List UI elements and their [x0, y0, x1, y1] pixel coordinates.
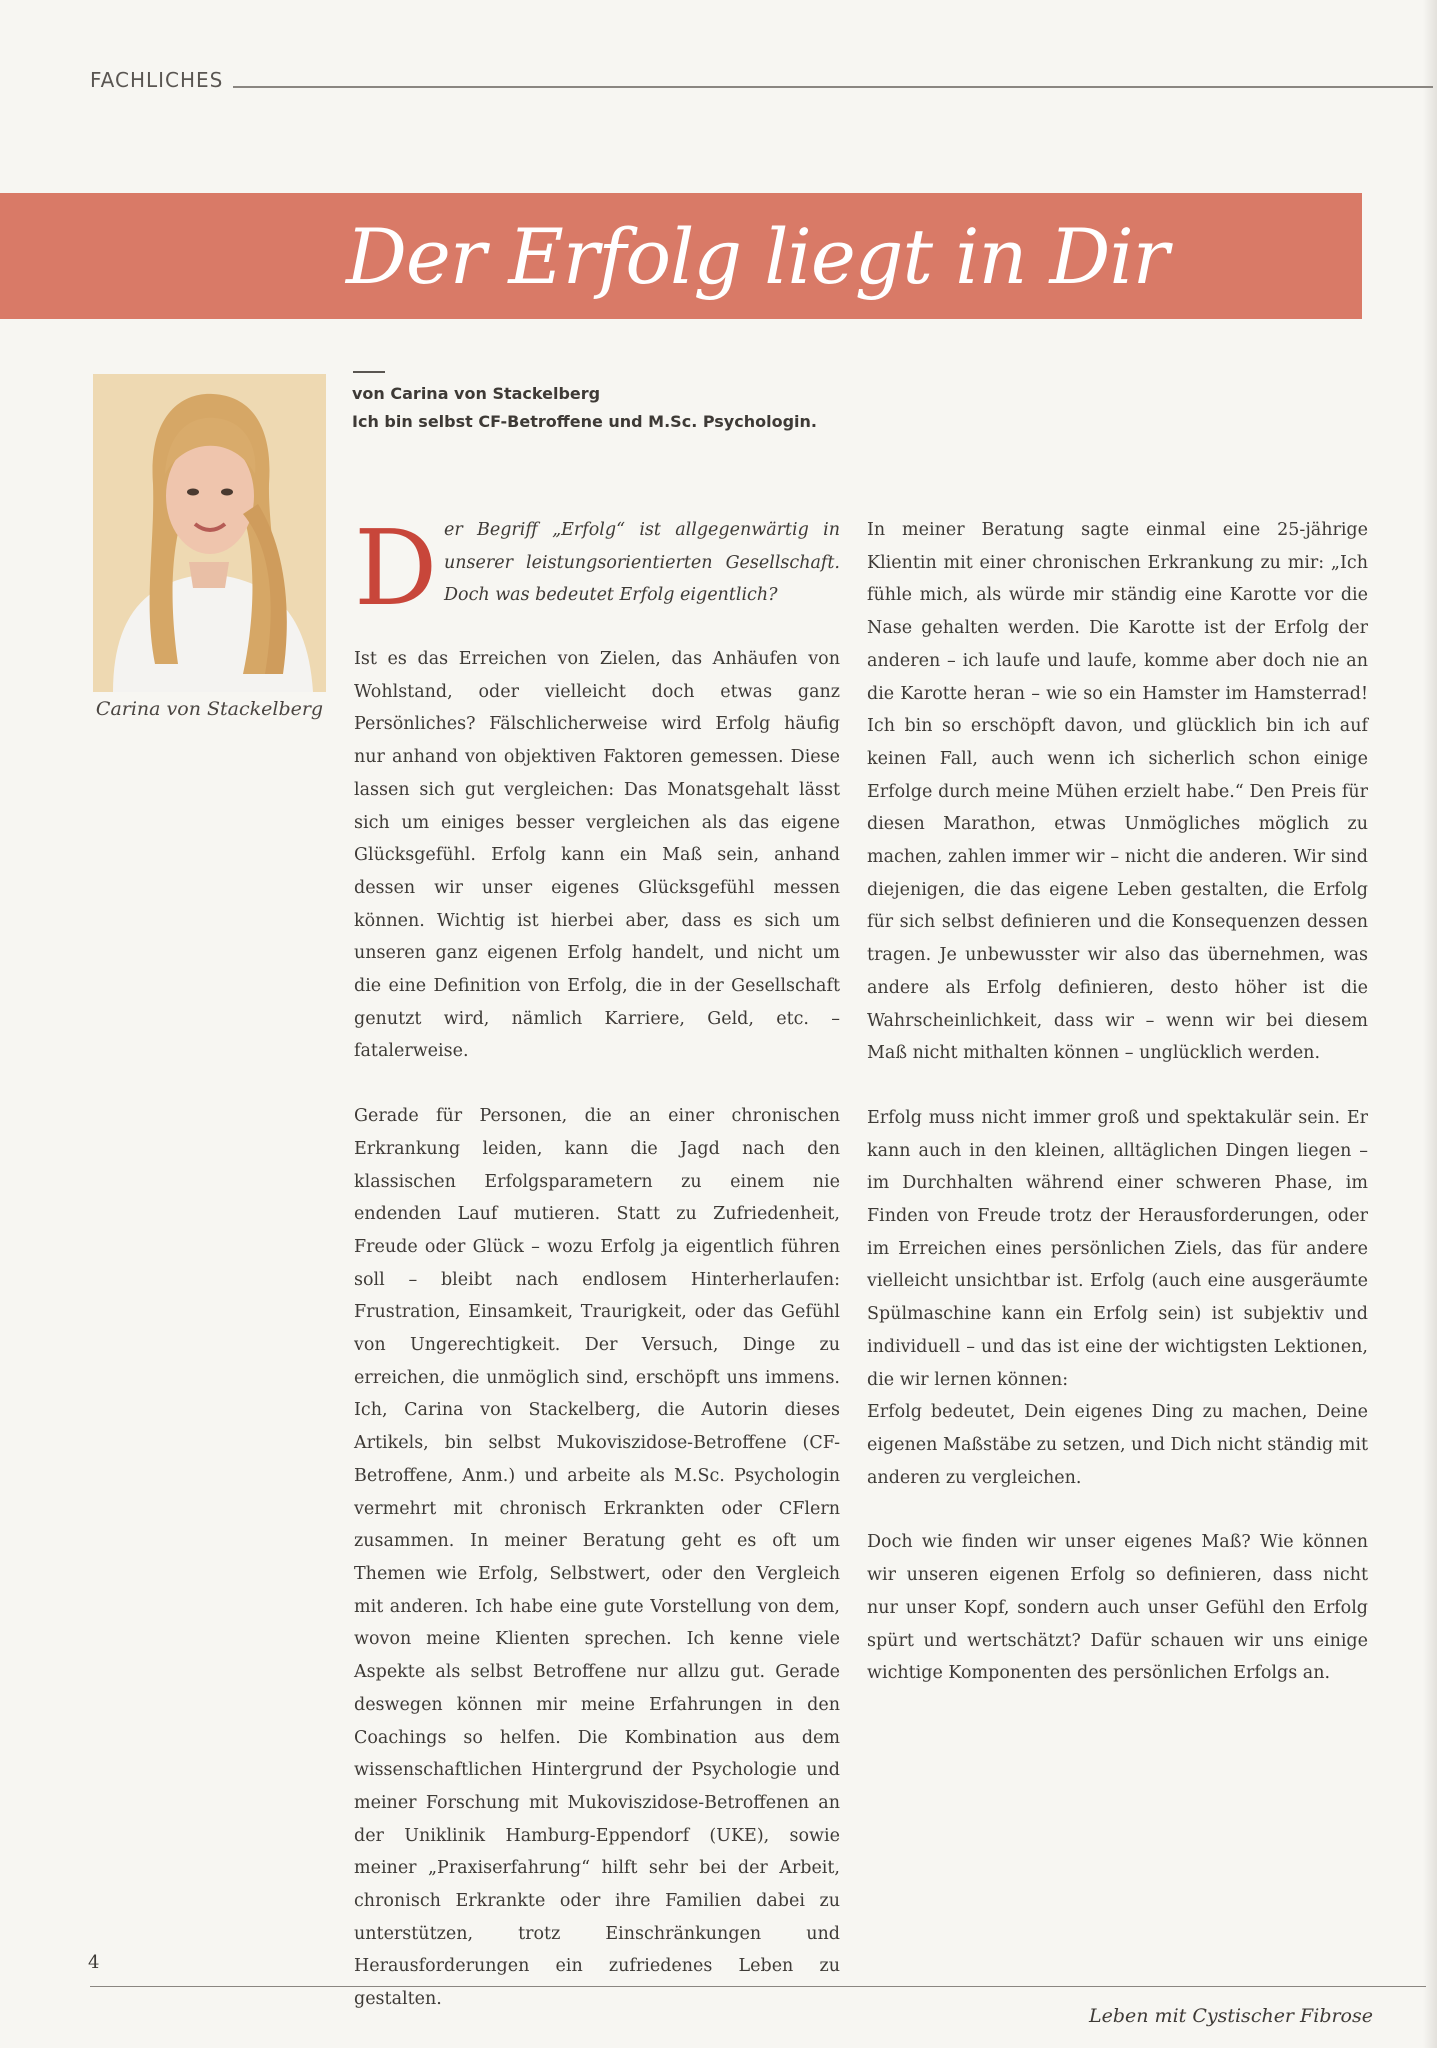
author-photo — [93, 374, 326, 692]
column-1 — [354, 643, 840, 2016]
page-edge-shadow — [1423, 0, 1437, 2048]
column-2-paragraph: Doch wie finden wir unser eigenes Maß? Wie können wir unseren eigenen Erfolg so definieren, dass nicht nur unser Kopf, sondern auch unser Gefühl den Erfolg spürt und wertschätzt? Dafür schauen wir uns einige wichtige Komponenten des persönlichen Erfolgs an. — [867, 1532, 1368, 1684]
column-2-paragraph: Erfolg bedeutet, Dein eigenes Ding zu machen, Deine eigenen Maßstäbe zu setzen, und Dich nicht ständig mit anderen zu vergleichen. — [867, 1402, 1368, 1488]
portrait-illustration — [93, 374, 326, 692]
publication-title: Leben mit Cystischer Fibrose — [1089, 2005, 1373, 2027]
byline-author: von Carina von Stackelberg — [352, 384, 601, 403]
byline-bio: Ich bin selbst CF-Betroffene und M.Sc. Psychologin. — [352, 412, 817, 431]
photo-caption: Carina von Stackelberg — [95, 698, 324, 720]
section-rule — [233, 86, 1433, 88]
lead-paragraph — [354, 507, 840, 629]
byline — [352, 380, 817, 436]
column-2-paragraph: Erfolg muss nicht immer groß und spektakulär sein. Er kann auch in den kleinen, alltäglichen Dingen liegen – im Durchhalten während einer schweren Phase, im Finden von Freude trotz der Herausforderungen, oder im Erreichen eines persönlichen Ziels, das für andere vielleicht unsichtbar ist. Erfolg (auch eine ausgeräumte Spülmaschine kann ein Erfolg sein) ist subjektiv und individuell – und das ist eine der wichtigsten Lektionen, die wir lernen können: — [867, 1107, 1368, 1390]
column-2-paragraph: In meiner Beratung sagte einmal eine 25-jährige Klientin mit einer chronischen Erkrankung zu mir: „Ich fühle mich, als würde mir ständig eine Karotte vor die Nase gehalten werden. Die Karotte ist der Erfolg der anderen – ich laufe und laufe, komme aber doch nie an die Karotte heran – wie so ein Hamster im Hamsterrad! Ich bin so erschöpft davon, und glücklich bin ich auf keinen Fall, auch wenn ich sicherlich schon einige Erfolge durch meine Mühen erzielt habe.“ Den Preis für diesen Marathon, etwas Unmögliches möglich zu machen, zahlen immer wir – nicht die anderen. Wir sind diejenigen, die das eigene Leben gestalten, die Erfolg für sich selbst definieren und die Konsequenzen dessen tragen. Je unbewusster wir also das übernehmen, was andere als Erfolg definieren, desto höher ist die Wahrscheinlichkeit, dass wir – wenn wir bei diesem Maß nicht mithalten können – unglücklich werden. — [867, 520, 1368, 1064]
column-2 — [867, 514, 1368, 1690]
dropcap: D — [354, 507, 438, 629]
lead-text: er Begriff „Erfolg“ ist allgegenwärtig in unserer leistungsorientierten Gesellschaft. Doch was bedeutet Erfolg eigentlich? — [444, 520, 840, 605]
byline-dash — [353, 371, 385, 373]
column-1-paragraph: Ist es das Erreichen von Zielen, das Anhäufen von Wohlstand, oder vielleicht doch etwas ganz Persönliches? Fälschlicherweise wird Erfolg häufig nur anhand von objektiven Faktoren gemessen. Diese lassen sich gut vergleichen: Das Monatsgehalt lässt sich um einiges besser vergleichen als das eigene Glücksgefühl. Erfolg kann ein Maß sein, anhand dessen wir unser eigenes Glücksgefühl messen können. Wichtig ist hierbei aber, dass es sich um unseren ganz eigenen Erfolg handelt, und nicht um die eine Definition von Erfolg, die in der Gesellschaft genutzt wird, nämlich Karriere, Geld, etc. – fatalerweise. — [354, 649, 840, 1062]
section-label: FACHLICHES — [90, 68, 224, 92]
article-title: Der Erfolg liegt in Dir — [346, 212, 1169, 301]
column-1-paragraph: Gerade für Personen, die an einer chronischen Erkrankung leiden, kann die Jagd nach den klassischen Erfolgsparametern zu einem nie endenden Lauf mutieren. Statt zu Zufriedenheit, Freude oder Glück – wozu Erfolg ja eigentlich führen soll – bleibt nach endlosem Hinterherlaufen: Frustration, Einsamkeit, Traurigkeit, oder das Gefühl von Ungerechtigkeit. Der Versuch, Dinge zu erreichen, die unmöglich sind, erschöpft uns immens. Ich, Carina von Stackelberg, die Autorin dieses Artikels, bin selbst Mukoviszidose-Betroffene (CF-Betroffene, Anm.) und arbeite als M.Sc. Psychologin vermehrt mit chronisch Erkrankten oder CFlern zusammen. In meiner Beratung geht es oft um Themen wie Erfolg, Selbstwert, oder den Vergleich mit anderen. Ich habe eine gute Vorstellung von dem, wovon meine Klienten sprechen. Ich kenne viele Aspekte als selbst Betroffene nur allzu gut. Gerade deswegen können mir meine Erfahrungen in den Coachings so helfen. Die Kombination aus dem wissenschaftlichen Hintergrund der Psychologie und meiner Forschung mit Mukoviszidose-Betroffenen an der Uniklinik Hamburg-Eppendorf (UKE), sowie meiner „Praxiserfahrung“ hilft sehr bei der Arbeit, chronisch Erkrankte oder ihre Familien dabei zu unterstützen, trotz Einschränkungen und Herausforderungen ein zufriedenes Leben zu gestalten. — [354, 1106, 840, 2010]
page-number: 4 — [88, 1952, 100, 1973]
footer-rule — [90, 1986, 1426, 1987]
